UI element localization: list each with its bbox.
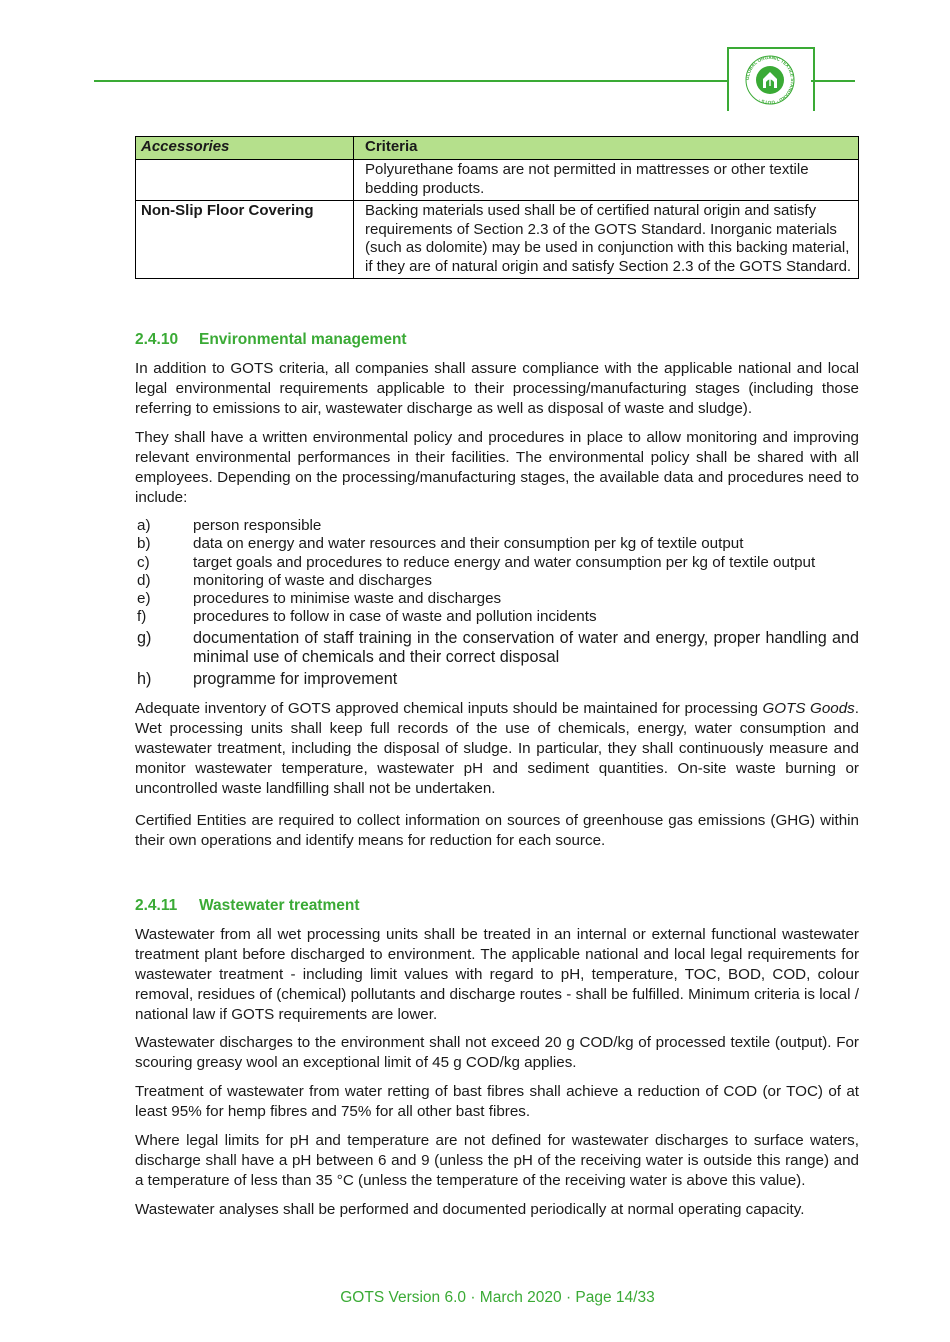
list-marker: h)	[137, 669, 152, 688]
table-cell-accessory	[136, 160, 354, 201]
list-text: programme for improvement	[193, 669, 398, 688]
list-marker: f)	[137, 608, 147, 626]
list-text: data on energy and water resources and their consumption per kg of textile output	[193, 535, 744, 553]
section-heading-environmental-management	[135, 331, 407, 349]
list-item	[135, 517, 859, 535]
list-marker: a)	[137, 517, 151, 534]
list-item	[135, 590, 859, 608]
paragraph: Wastewater analyses shall be performed and documented periodically at normal operating capacity.	[135, 1201, 805, 1218]
paragraph: Treatment of wastewater from water retting of bast fibres shall achieve a reduction of COD (or TOC) of at least 95% for hemp fibres and 75% for all other bast fibres.	[135, 1083, 859, 1120]
list-item	[135, 572, 859, 590]
paragraph-text: . Wet processing units shall keep full records of the use of chemicals, energy, water consumption and wastewater treatment, including the disposal of sludge. In particular, they shall continuously measure and monitor wastewater temperature, wastewater pH and sediment quantities. On-site waste burning or uncontrolled waste landfilling shall not be undertaken.	[135, 700, 859, 797]
table-header-row	[136, 137, 859, 160]
list-text: monitoring of waste and discharges	[193, 571, 432, 589]
list-text: procedures to follow in case of waste and pollution incidents	[193, 608, 597, 626]
paragraph: Wastewater discharges to the environment shall not exceed 20 g COD/kg of processed textile (output). For scouring greasy wool an exceptional limit of 45 g COD/kg applies.	[135, 1034, 859, 1071]
table-row	[136, 201, 859, 279]
page-footer: GOTS Version 6.0 · March 2020 · Page 14/33	[340, 1289, 655, 1306]
list-text: person responsible	[193, 517, 322, 534]
list-item	[135, 608, 859, 626]
paragraph: Where legal limits for pH and temperature are not defined for wastewater discharges to surface waters, discharge shall have a pH between 6 and 9 (unless the pH of the receiving water is outside this range) and a temperature of less than 35 °C (unless the temperature of the receiving water is above this value).	[135, 1132, 859, 1189]
paragraph: Certified Entities are required to collect information on sources of greenhouse gas emissions (GHG) within their own operations and identify means for reduction for each source.	[135, 812, 859, 849]
table-cell-criteria: Backing materials used shall be of certified natural origin and satisfy requirements of Section 2.3 of the GOTS Standard. Inorganic materials (such as dolomite) may be used in conjunction with this backing material, if they are of natural origin and satisfy Section 2.3 of the GOTS Standard.	[354, 201, 859, 279]
requirements-list	[135, 517, 859, 689]
paragraph: They shall have a written environmental policy and procedures in place to allow monitoring and improving relevant environmental performances in their facilities. The environmental policy shall be shared with all employees. Depending on the processing/manufacturing stages, the available data and procedures need to include:	[135, 429, 859, 506]
header-rule	[94, 80, 728, 82]
emphasis-gots-goods: GOTS Goods	[762, 700, 855, 717]
list-item	[135, 629, 859, 668]
section-number: 2.4.11	[135, 897, 178, 914]
list-item	[135, 554, 859, 572]
section-number: 2.4.10	[135, 331, 179, 348]
paragraph: Wastewater from all wet processing units shall be treated in an internal or external functional wastewater treatment plant before discharged to environment. The applicable national and local legal requirements for wastewater treatment - including limit values with regard to pH, temperature, TOC, BOD, COD, colour removal, residues of (chemical) pollutants and discharge routes - shall be fulfilled. Minimum criteria is local / national law if GOTS requirements are lower.	[135, 926, 859, 1023]
list-marker: g)	[137, 628, 152, 647]
list-marker: e)	[137, 590, 151, 608]
table-header-accessories: Accessories	[136, 137, 354, 160]
paragraph: In addition to GOTS criteria, all companies shall assure compliance with the applicable national and local legal environmental requirements applicable to their processing/manufacturing stages (including those referring to emissions to air, wastewater discharge as well as disposal of waste and sludge).	[135, 360, 859, 417]
logo-ring-text: GLOBAL ORGANIC TEXTILE STANDARD · GOTS ·	[745, 55, 795, 105]
list-marker: b)	[137, 535, 151, 553]
table-cell-accessory: Non-Slip Floor Covering	[136, 201, 354, 279]
section-title: Wastewater treatment	[199, 897, 360, 914]
gots-logo-icon	[745, 55, 795, 105]
table-row	[136, 160, 859, 201]
list-text: documentation of staff training in the conservation of water and energy, proper handling and minimal use of chemicals and their correct disposal	[193, 628, 859, 667]
list-item	[135, 670, 859, 690]
paragraph	[135, 699, 859, 799]
list-text: procedures to minimise waste and discharges	[193, 590, 502, 608]
list-text: target goals and procedures to reduce energy and water consumption per kg of textile output	[193, 553, 816, 571]
paragraph-text: Adequate inventory of GOTS approved chemical inputs should be maintained for processing	[135, 700, 763, 717]
header-rule-right	[811, 80, 855, 82]
list-marker: c)	[137, 553, 150, 571]
section-title: Environmental management	[199, 331, 407, 348]
table-cell-criteria: Polyurethane foams are not permitted in mattresses or other textile bedding products.	[354, 160, 859, 201]
list-item	[135, 535, 859, 553]
table-header-criteria: Criteria	[354, 137, 859, 160]
list-marker: d)	[137, 571, 151, 589]
section-heading-wastewater-treatment	[135, 897, 360, 915]
accessories-criteria-table	[135, 136, 859, 279]
